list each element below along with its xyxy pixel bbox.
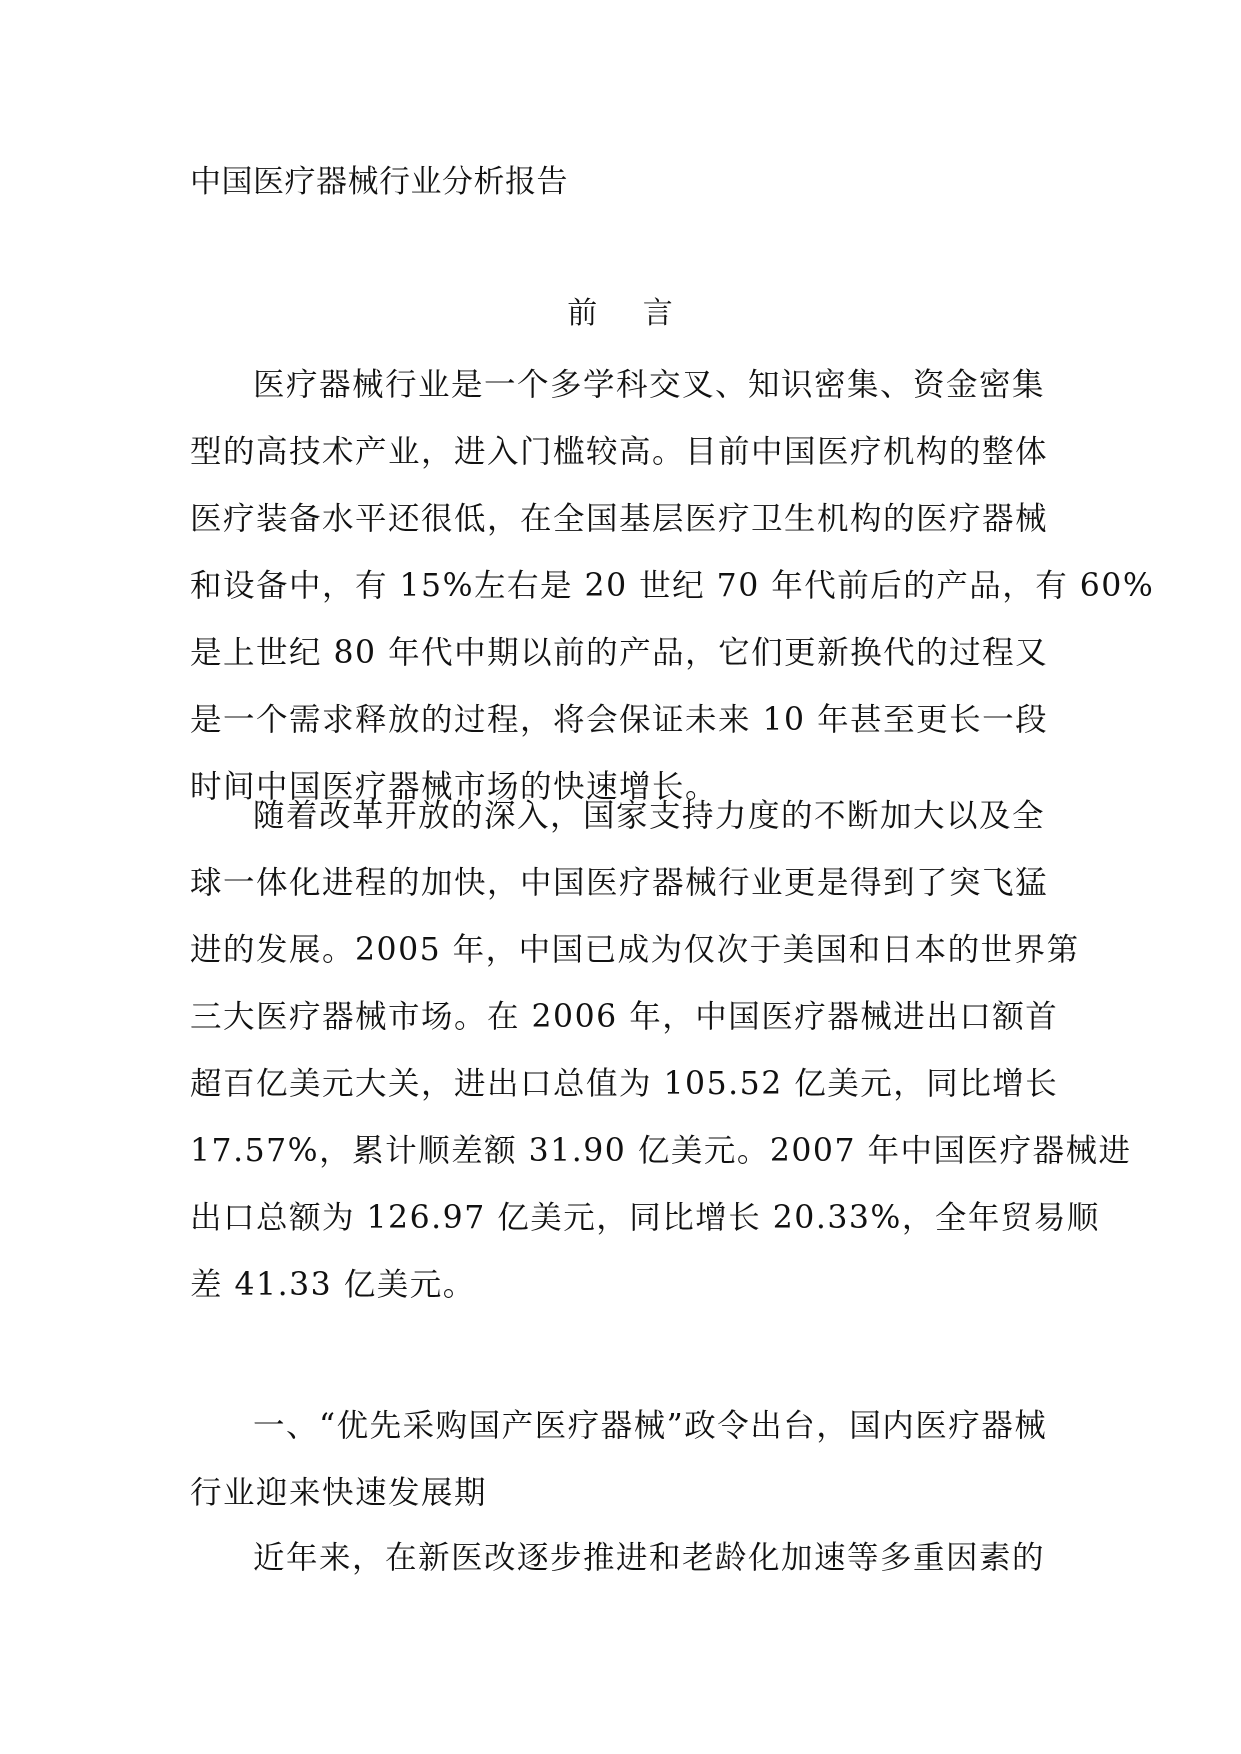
section-heading-1 — [190, 1393, 1050, 1527]
paragraph-line: 球一体化进程的加快，中国医疗器械行业更是得到了突飞猛 — [190, 865, 1049, 901]
paragraph-line: 型的高技术产业，进入门槛较高。目前中国医疗机构的整体 — [190, 434, 1049, 470]
paragraph-line: 随着改革开放的深入，国家支持力度的不断加大以及全 — [253, 798, 1046, 834]
paragraph-line: 17.57%，累计顺差额 31.90 亿美元。2007 年中国医疗器械进 — [190, 1133, 1132, 1169]
heading-line: 行业迎来快速发展期 — [190, 1475, 488, 1511]
preface-paragraph-1 — [190, 352, 1155, 821]
preface-paragraph-2 — [190, 783, 1132, 1319]
paragraph-line: 进的发展。2005 年，中国已成为仅次于美国和日本的世界第 — [190, 932, 1080, 968]
paragraph-line: 是一个需求释放的过程，将会保证未来 10 年甚至更长一段 — [190, 702, 1049, 738]
paragraph-line: 近年来，在新医改逐步推进和老龄化加速等多重因素的 — [253, 1540, 1046, 1576]
paragraph-line: 三大医疗器械市场。在 2006 年，中国医疗器械进出口额首 — [190, 999, 1059, 1035]
paragraph-line: 医疗装备水平还很低，在全国基层医疗卫生机构的医疗器械 — [190, 501, 1049, 537]
document-title: 中国医疗器械行业分析报告 — [190, 164, 568, 200]
paragraph-line: 和设备中，有 15%左右是 20 世纪 70 年代前后的产品，有 60% — [190, 568, 1155, 604]
paragraph-line: 差 41.33 亿美元。 — [190, 1267, 476, 1303]
heading-line: 一、“优先采购国产医疗器械”政令出台，国内医疗器械 — [253, 1408, 1048, 1444]
paragraph-line: 是上世纪 80 年代中期以前的产品，它们更新换代的过程又 — [190, 635, 1049, 671]
paragraph-line: 时间中国医疗器械市场的快速增长。 — [190, 769, 719, 805]
paragraph-line: 出口总额为 126.97 亿美元，同比增长 20.33%，全年贸易顺 — [190, 1200, 1100, 1236]
preface-heading: 前 言 — [567, 296, 691, 331]
section-paragraph-1 — [190, 1525, 1050, 1592]
paragraph-line: 医疗器械行业是一个多学科交叉、知识密集、资金密集 — [253, 367, 1046, 403]
paragraph-line: 超百亿美元大关，进出口总值为 105.52 亿美元，同比增长 — [190, 1066, 1059, 1102]
